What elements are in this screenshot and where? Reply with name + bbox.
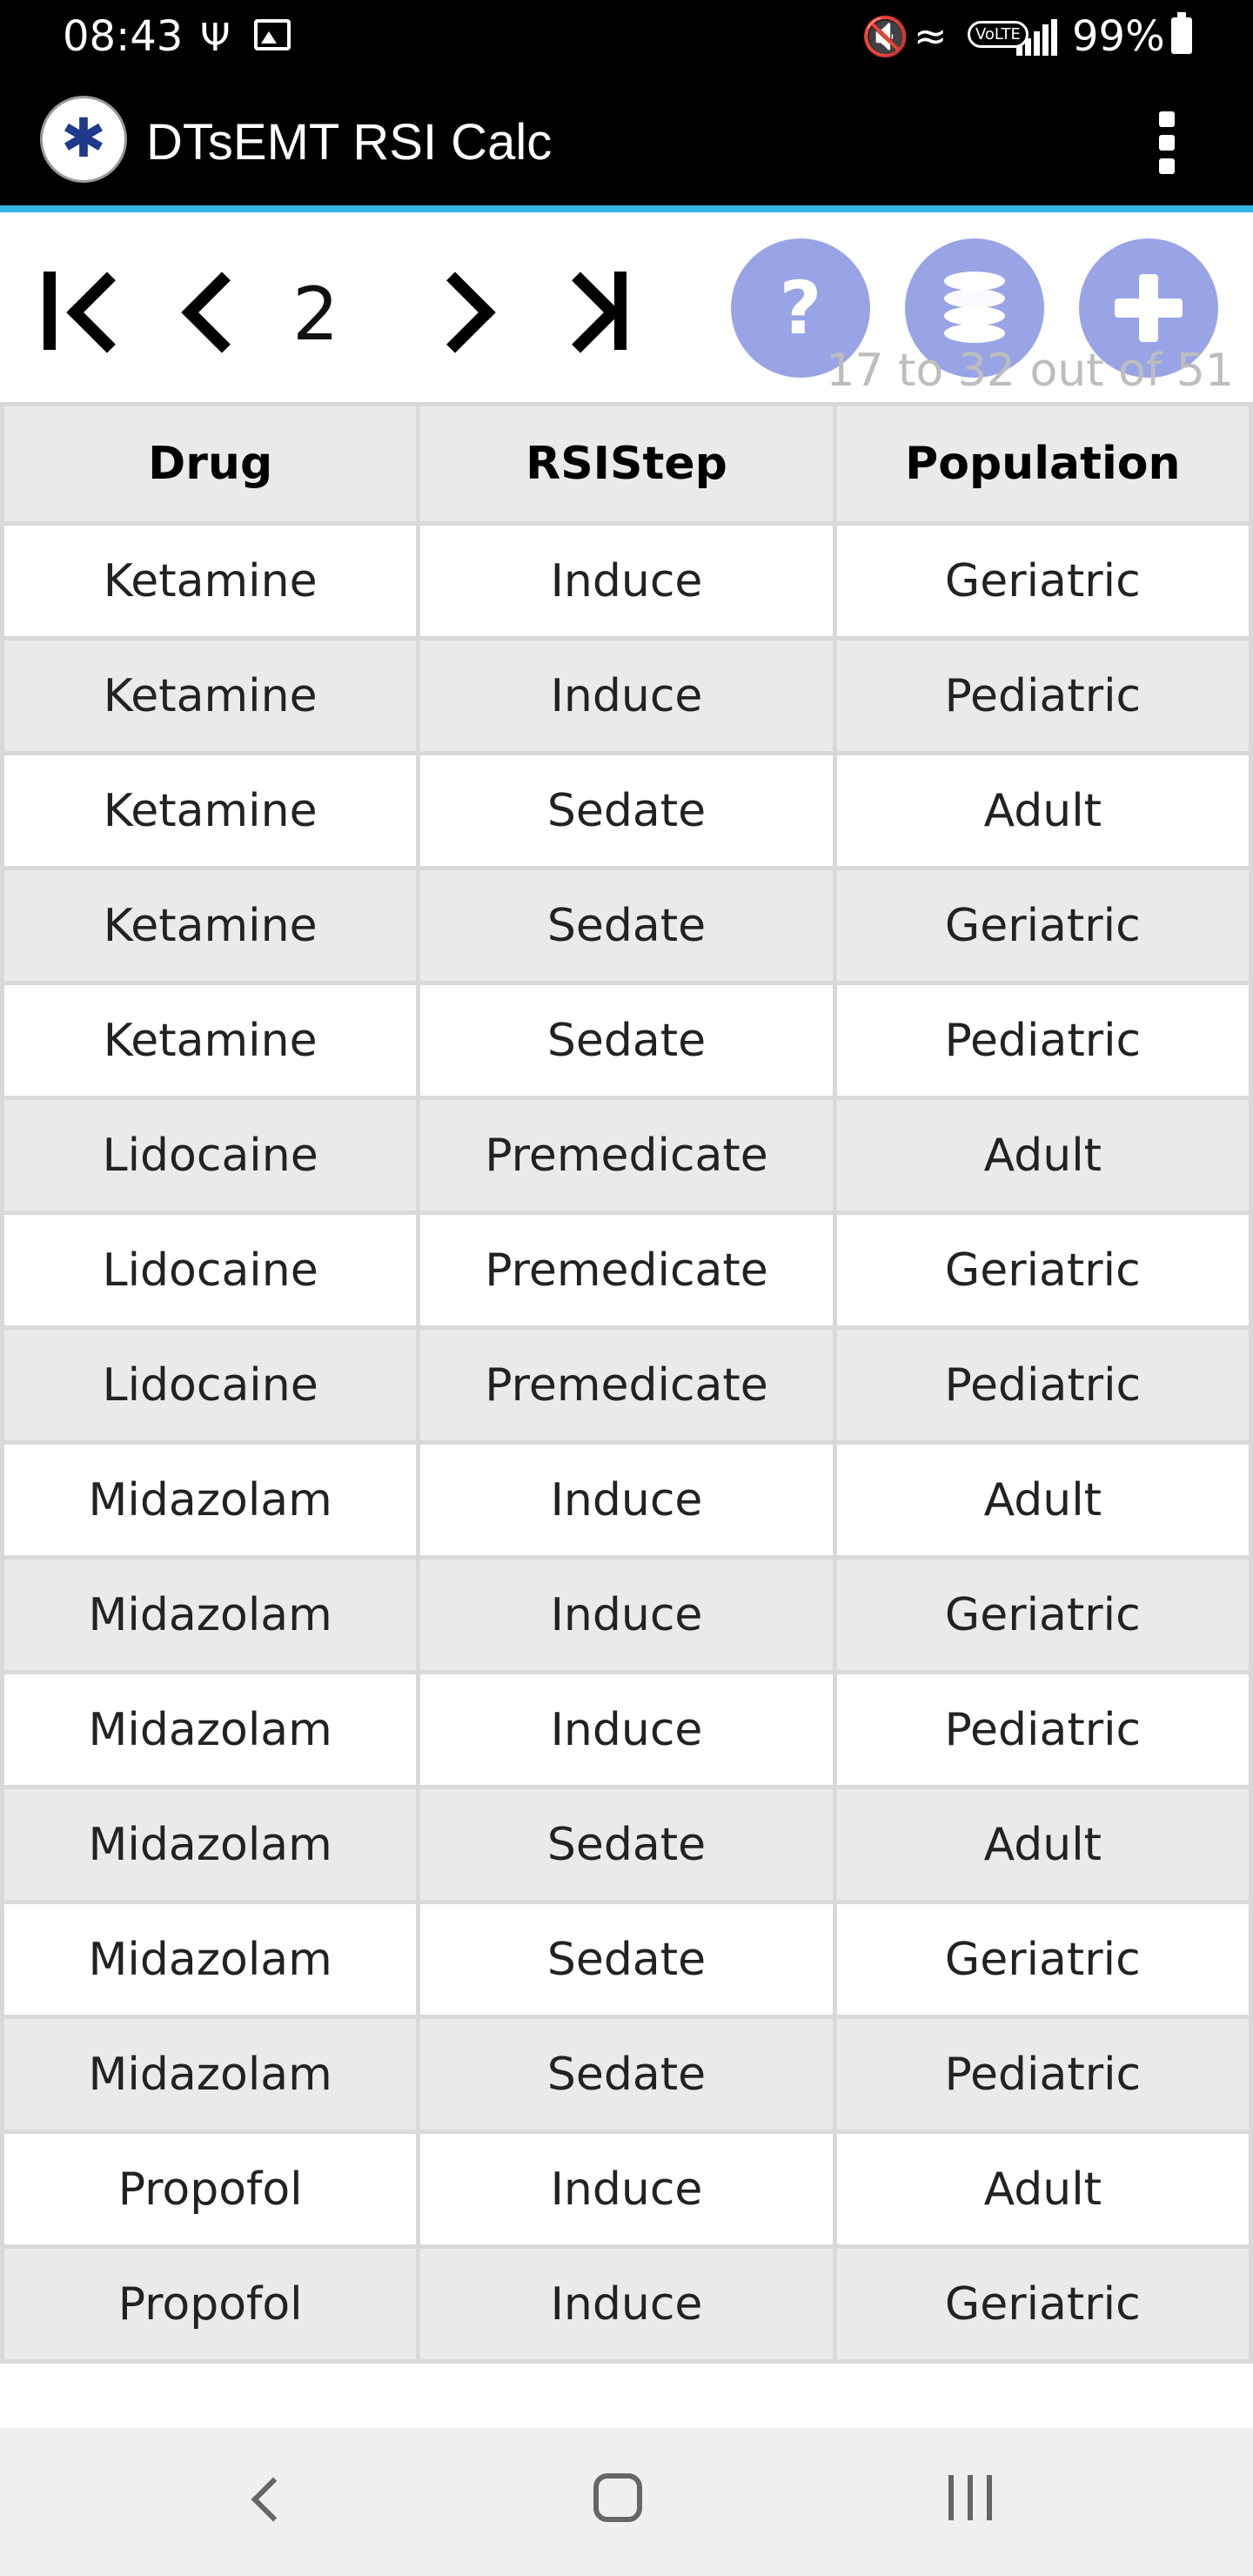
cell-population: Pediatric <box>834 1328 1250 1443</box>
cell-population: Adult <box>834 1788 1250 1902</box>
cell-population: Pediatric <box>834 639 1250 754</box>
cell-drug: Midazolam <box>3 1673 419 1788</box>
cell-drug: Ketamine <box>3 983 419 1098</box>
cell-rsistep: Induce <box>419 639 834 754</box>
cell-rsistep: Premedicate <box>419 1098 834 1213</box>
first-page-icon <box>44 272 56 350</box>
table-row[interactable] <box>3 869 1251 983</box>
previous-page-button[interactable] <box>171 265 249 360</box>
cell-population: Adult <box>834 2132 1250 2247</box>
cell-drug: Propofol <box>3 2132 419 2247</box>
status-bar <box>0 0 1253 73</box>
cell-drug: Midazolam <box>3 2017 419 2132</box>
overflow-menu-icon[interactable] <box>1154 111 1180 174</box>
cell-population: Pediatric <box>834 983 1250 1098</box>
table-row[interactable] <box>3 983 1251 1098</box>
plus-icon-vertical <box>1139 274 1158 342</box>
cell-drug: Lidocaine <box>3 1098 419 1213</box>
back-icon[interactable] <box>251 2478 296 2522</box>
record-range-label: 17 to 32 out of 51 <box>826 345 1234 397</box>
cell-rsistep: Premedicate <box>419 1213 834 1328</box>
current-page-number: 2 <box>292 272 339 357</box>
table-row[interactable] <box>3 1328 1251 1443</box>
cell-rsistep: Sedate <box>419 1788 834 1902</box>
chevron-left-icon <box>181 272 262 352</box>
table-row[interactable] <box>3 1558 1251 1673</box>
cell-drug: Midazolam <box>3 1788 419 1902</box>
cell-rsistep: Induce <box>419 2132 834 2247</box>
signal-icon <box>1016 19 1056 56</box>
usb-icon: Ψ <box>200 16 231 60</box>
cell-drug: Ketamine <box>3 639 419 754</box>
cell-rsistep: Induce <box>419 1673 834 1788</box>
cell-population: Pediatric <box>834 2017 1250 2132</box>
cell-drug: Lidocaine <box>3 1213 419 1328</box>
first-page-button[interactable] <box>37 265 134 360</box>
table-row[interactable] <box>3 1902 1251 2017</box>
cell-drug: Ketamine <box>3 869 419 983</box>
column-header-rsistep[interactable]: RSIStep <box>419 405 834 524</box>
table-row[interactable] <box>3 1788 1251 1902</box>
cell-population: Adult <box>834 754 1250 869</box>
cell-population: Geriatric <box>834 524 1250 639</box>
cell-population: Adult <box>834 1098 1250 1213</box>
next-page-button[interactable] <box>426 265 505 360</box>
mute-icon: 🔇 <box>861 15 909 59</box>
cell-population: Geriatric <box>834 1213 1250 1328</box>
chevron-right-icon <box>539 272 620 352</box>
table-row[interactable] <box>3 2017 1251 2132</box>
cell-rsistep: Induce <box>419 524 834 639</box>
cell-drug: Midazolam <box>3 1443 419 1558</box>
cell-population: Adult <box>834 1443 1250 1558</box>
home-icon[interactable] <box>593 2473 642 2522</box>
app-title: DTsEMT RSI Calc <box>146 114 553 171</box>
recent-apps-icon[interactable] <box>948 2475 994 2520</box>
table-header-row <box>3 405 1251 524</box>
cell-drug: Midazolam <box>3 1558 419 1673</box>
status-time: 08:43 <box>63 12 184 61</box>
cell-rsistep: Sedate <box>419 983 834 1098</box>
table-row[interactable] <box>3 1098 1251 1213</box>
cell-rsistep: Induce <box>419 2247 834 2362</box>
cell-drug: Midazolam <box>3 1902 419 2017</box>
cell-population: Geriatric <box>834 869 1250 983</box>
app-bar <box>0 73 1253 212</box>
table-row[interactable] <box>3 1213 1251 1328</box>
cell-rsistep: Sedate <box>419 2017 834 2132</box>
chevron-right-icon <box>414 272 495 352</box>
cell-population: Geriatric <box>834 1558 1250 1673</box>
cell-drug: Ketamine <box>3 754 419 869</box>
pager-toolbar <box>0 212 1253 404</box>
table-row[interactable] <box>3 1673 1251 1788</box>
table-row[interactable] <box>3 754 1251 869</box>
battery-percent: 99% <box>1072 12 1165 61</box>
table-row[interactable] <box>3 2247 1251 2362</box>
cell-rsistep: Induce <box>419 1558 834 1673</box>
last-page-button[interactable] <box>539 265 637 360</box>
system-nav-bar <box>0 2428 1253 2576</box>
cell-population: Pediatric <box>834 1673 1250 1788</box>
table-row[interactable] <box>3 524 1251 639</box>
cell-drug: Lidocaine <box>3 1328 419 1443</box>
chevron-left-icon <box>66 272 147 352</box>
image-notification-icon <box>254 19 291 50</box>
volte-icon: VoLTE <box>968 21 1029 48</box>
star-of-life-icon: ✱ <box>40 96 127 183</box>
wifi-icon: ≈ <box>914 12 948 59</box>
last-page-icon <box>614 272 626 350</box>
column-header-drug[interactable]: Drug <box>3 405 419 524</box>
battery-icon <box>1171 17 1192 54</box>
table-row[interactable] <box>3 1443 1251 1558</box>
question-mark-icon: ? <box>779 265 822 351</box>
column-header-population[interactable]: Population <box>834 405 1250 524</box>
cell-rsistep: Induce <box>419 1443 834 1558</box>
cell-drug: Ketamine <box>3 524 419 639</box>
cell-population: Geriatric <box>834 2247 1250 2362</box>
cell-drug: Propofol <box>3 2247 419 2362</box>
table-row[interactable] <box>3 639 1251 754</box>
cell-rsistep: Sedate <box>419 869 834 983</box>
database-icon <box>944 272 1005 345</box>
drug-table <box>0 402 1253 2364</box>
table-row[interactable] <box>3 2132 1251 2247</box>
cell-rsistep: Sedate <box>419 754 834 869</box>
cell-rsistep: Premedicate <box>419 1328 834 1443</box>
cell-rsistep: Sedate <box>419 1902 834 2017</box>
cell-population: Geriatric <box>834 1902 1250 2017</box>
